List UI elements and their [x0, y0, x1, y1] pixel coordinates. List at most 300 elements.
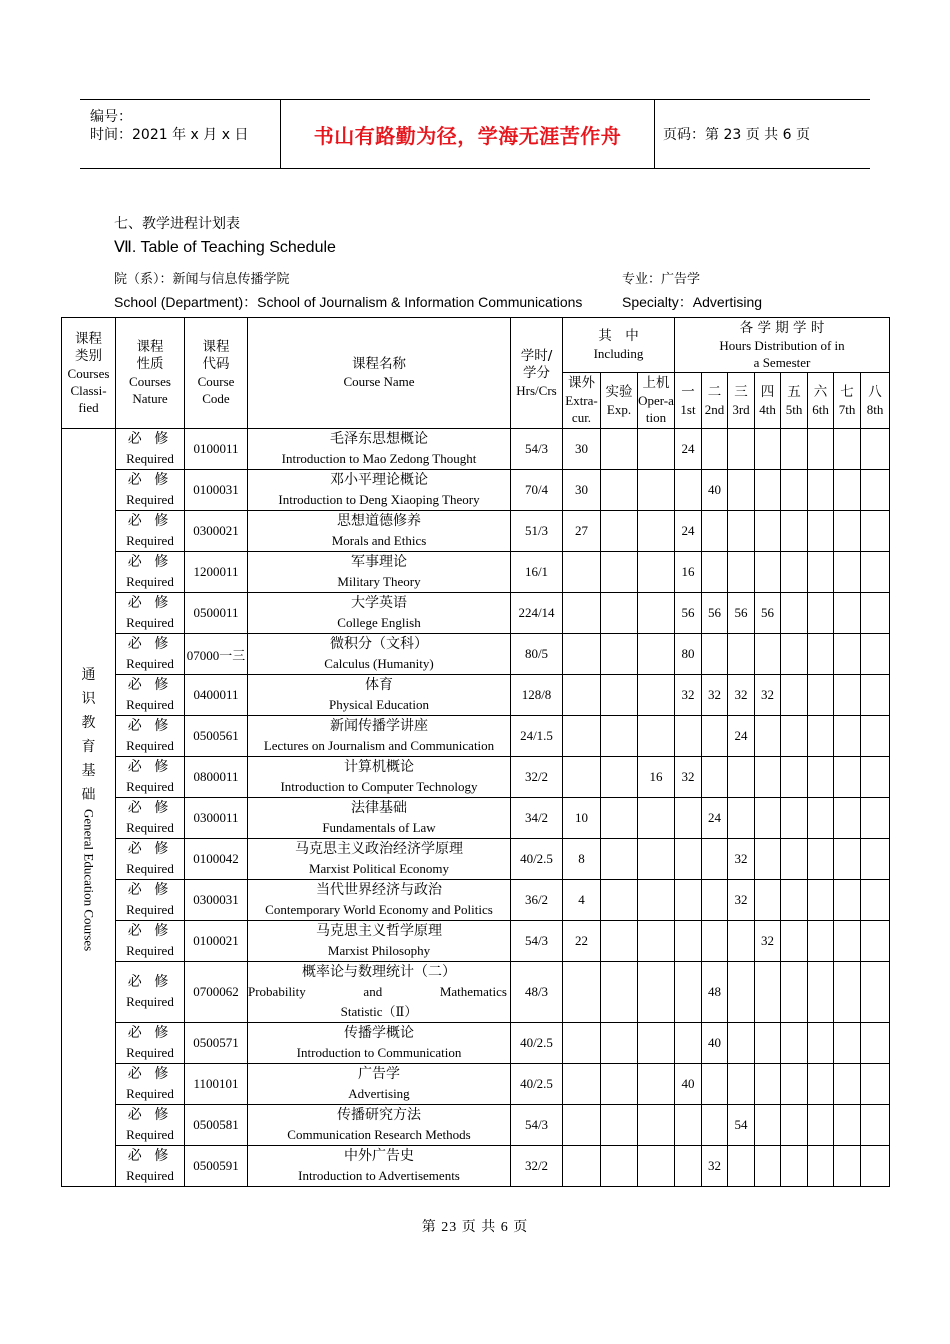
- code-cell: 0700062: [185, 962, 248, 1023]
- nature-en: Required: [126, 994, 174, 1009]
- semester-cell: [834, 1023, 861, 1064]
- name-zh: 传播学概论: [344, 1025, 414, 1041]
- hours-cell: 36/2: [511, 880, 563, 921]
- hours-cell: 48/3: [511, 962, 563, 1023]
- table-row: [62, 1105, 890, 1146]
- header-including-en: Including: [593, 346, 644, 361]
- semester-cell: [702, 716, 728, 757]
- table-row: [62, 675, 890, 716]
- semester-cell: 48: [702, 962, 728, 1023]
- semester-cell: [781, 962, 808, 1023]
- name-en: Calculus (Humanity): [324, 656, 434, 671]
- nature-cell: [116, 716, 185, 757]
- extra-cell: 30: [563, 470, 601, 511]
- oper-cell: 16: [638, 757, 675, 798]
- exp-cell: [601, 757, 638, 798]
- name-en: Morals and Ethics: [331, 533, 427, 548]
- semester-cell: 24: [675, 429, 702, 470]
- table-row: [62, 839, 890, 880]
- header-semester: [781, 373, 808, 429]
- semester-en: 5th: [785, 401, 803, 417]
- name-en: Introduction to Deng Xiaoping Theory: [278, 492, 480, 507]
- header-nature-en: Courses Nature: [129, 374, 171, 406]
- extra-cell: 4: [563, 880, 601, 921]
- exp-cell: [601, 552, 638, 593]
- semester-cell: [702, 880, 728, 921]
- code-cell: 0100011: [185, 429, 248, 470]
- nature-zh: 必 修: [127, 974, 173, 990]
- semester-cell: [781, 1023, 808, 1064]
- semester-cell: [808, 552, 834, 593]
- semester-cell: 32: [675, 757, 702, 798]
- semester-cell: [834, 839, 861, 880]
- exp-cell: [601, 880, 638, 921]
- header-meta: [80, 100, 281, 168]
- code-cell: 0800011: [185, 757, 248, 798]
- extra-cell: 30: [563, 429, 601, 470]
- semester-cell: [808, 1146, 834, 1187]
- table-row: [62, 921, 890, 962]
- exp-cell: [601, 716, 638, 757]
- nature-zh: 必 修: [127, 800, 173, 816]
- header-semester: [834, 373, 861, 429]
- name-zh: 马克思主义哲学原理: [316, 923, 442, 939]
- nature-cell: [116, 552, 185, 593]
- nature-cell: [116, 921, 185, 962]
- name-en-cont: Statistic（Ⅱ）: [340, 1004, 418, 1019]
- semester-cell: [808, 880, 834, 921]
- semester-cell: [861, 1023, 890, 1064]
- semester-cell: [861, 593, 890, 634]
- header-distribution: [675, 318, 890, 373]
- semester-cell: [781, 798, 808, 839]
- extra-cell: [563, 716, 601, 757]
- header-motto: 书山有路勤为径，学海无涯苦作舟: [281, 100, 655, 168]
- semester-cell: [861, 716, 890, 757]
- nature-cell: [116, 675, 185, 716]
- name-en: Probability and Mathematics: [248, 984, 507, 999]
- category-cell: [62, 429, 116, 1187]
- header-extra-en: Extra-cur.: [565, 393, 598, 425]
- name-zh: 当代世界经济与政治: [316, 882, 442, 898]
- hours-cell: 51/3: [511, 511, 563, 552]
- semester-cell: [861, 470, 890, 511]
- header-category-zh: 课程类别: [75, 330, 102, 364]
- oper-cell: [638, 1064, 675, 1105]
- name-cell: [248, 470, 511, 511]
- semester-zh: 五: [787, 383, 801, 400]
- semester-cell: [861, 511, 890, 552]
- semester-cell: 24: [702, 798, 728, 839]
- semester-cell: [861, 962, 890, 1023]
- semester-cell: [755, 962, 781, 1023]
- header-exp-en: Exp.: [606, 401, 632, 417]
- nature-zh: 必 修: [127, 677, 173, 693]
- semester-cell: 32: [755, 675, 781, 716]
- semester-cell: [675, 962, 702, 1023]
- code-cell: 1200011: [185, 552, 248, 593]
- oper-cell: [638, 798, 675, 839]
- header-name-zh: 课程名称: [352, 356, 406, 372]
- semester-cell: 56: [728, 593, 755, 634]
- nature-zh: 必 修: [127, 1107, 173, 1123]
- semester-cell: [755, 716, 781, 757]
- section-title-en: Ⅶ. Table of Teaching Schedule: [114, 239, 336, 256]
- semester-cell: 24: [728, 716, 755, 757]
- header-category-en: Courses Classi-fied: [67, 365, 110, 415]
- table-row: [62, 1023, 890, 1064]
- semester-cell: 56: [675, 593, 702, 634]
- semester-cell: [755, 1023, 781, 1064]
- semester-cell: [781, 634, 808, 675]
- name-zh: 微积分（文科）: [330, 636, 428, 652]
- code-cell: 0500571: [185, 1023, 248, 1064]
- table-row: [62, 634, 890, 675]
- semester-cell: [861, 1105, 890, 1146]
- semester-en: 4th: [759, 401, 776, 417]
- nature-cell: [116, 429, 185, 470]
- name-zh: 中外广告史: [344, 1148, 414, 1164]
- semester-cell: 16: [675, 552, 702, 593]
- semester-zh: 七: [840, 383, 854, 400]
- exp-cell: [601, 798, 638, 839]
- semester-cell: [755, 1105, 781, 1146]
- name-en: Introduction to Mao Zedong Thought: [281, 451, 477, 466]
- name-cell: [248, 1023, 511, 1064]
- hours-cell: 16/1: [511, 552, 563, 593]
- hours-cell: 54/3: [511, 921, 563, 962]
- semester-zh: 四: [760, 383, 775, 400]
- document-header: [80, 99, 870, 169]
- header-including-zh: 其 中: [598, 328, 639, 344]
- nature-cell: [116, 757, 185, 798]
- nature-zh: 必 修: [127, 718, 173, 734]
- name-cell: [248, 921, 511, 962]
- semester-cell: [834, 1064, 861, 1105]
- name-en: Introduction to Communication: [296, 1045, 462, 1060]
- name-en: Advertising: [348, 1086, 410, 1101]
- department-zh: 院（系）：新闻与信息传播学院: [114, 272, 290, 287]
- nature-zh: 必 修: [127, 636, 173, 652]
- name-en: Marxist Political Economy: [308, 861, 450, 876]
- semester-cell: [755, 470, 781, 511]
- exp-cell: [601, 1023, 638, 1064]
- semester-cell: [861, 675, 890, 716]
- semester-cell: [861, 757, 890, 798]
- semester-cell: [781, 675, 808, 716]
- header-distribution-en: Hours Distribution of in a Semester: [719, 337, 845, 370]
- header-semester: [755, 373, 781, 429]
- code-cell: 0300031: [185, 880, 248, 921]
- name-en: Contemporary World Economy and Politics: [265, 902, 493, 917]
- semester-cell: [675, 1146, 702, 1187]
- semester-cell: [755, 880, 781, 921]
- oper-cell: [638, 880, 675, 921]
- semester-cell: [728, 470, 755, 511]
- nature-cell: [116, 1105, 185, 1146]
- header-code-zh: 课程代码: [202, 339, 230, 372]
- semester-zh: 三: [734, 383, 748, 400]
- nature-zh: 必 修: [127, 759, 173, 775]
- header-code: [185, 318, 248, 429]
- oper-cell: [638, 470, 675, 511]
- oper-cell: [638, 1146, 675, 1187]
- oper-cell: [638, 634, 675, 675]
- table-row: [62, 880, 890, 921]
- semester-cell: [755, 839, 781, 880]
- name-en: Fundamentals of Law: [322, 820, 436, 835]
- semester-cell: [728, 552, 755, 593]
- oper-cell: [638, 675, 675, 716]
- semester-cell: 40: [702, 1023, 728, 1064]
- name-zh: 邓小平理论概论: [330, 472, 428, 488]
- exp-cell: [601, 429, 638, 470]
- header-distribution-zh: 各 学 期 学 时: [739, 319, 825, 336]
- semester-cell: [728, 1023, 755, 1064]
- oper-cell: [638, 962, 675, 1023]
- extra-cell: [563, 1064, 601, 1105]
- nature-cell: [116, 1146, 185, 1187]
- nature-cell: [116, 962, 185, 1023]
- header-exp: [601, 373, 638, 429]
- page-footer: 第 23 页 共 6 页: [421, 1220, 529, 1235]
- extra-cell: 22: [563, 921, 601, 962]
- name-en: Introduction to Advertisements: [298, 1168, 460, 1183]
- nature-en: Required: [126, 861, 174, 876]
- section-title-zh: 七、教学进程计划表: [114, 216, 240, 232]
- exp-cell: [601, 634, 638, 675]
- semester-cell: 54: [728, 1105, 755, 1146]
- semester-cell: [728, 962, 755, 1023]
- semester-cell: 32: [755, 921, 781, 962]
- name-zh: 思想道德修养: [337, 513, 421, 529]
- name-cell: [248, 675, 511, 716]
- name-en: Military Theory: [337, 574, 421, 589]
- extra-cell: 27: [563, 511, 601, 552]
- nature-en: Required: [126, 533, 174, 548]
- semester-cell: 32: [702, 1146, 728, 1187]
- header-extra-zh: 课外: [568, 375, 595, 391]
- name-en: Introduction to Computer Technology: [280, 779, 478, 794]
- code-cell: 0500561: [185, 716, 248, 757]
- nature-zh: 必 修: [127, 554, 173, 570]
- semester-cell: [808, 634, 834, 675]
- semester-cell: [728, 921, 755, 962]
- nature-zh: 必 修: [127, 431, 173, 447]
- hours-cell: 70/4: [511, 470, 563, 511]
- nature-zh: 必 修: [127, 513, 173, 529]
- nature-en: Required: [126, 615, 174, 630]
- name-cell: [248, 1146, 511, 1187]
- semester-cell: [834, 716, 861, 757]
- name-en: Physical Education: [328, 697, 429, 712]
- semester-cell: [834, 552, 861, 593]
- name-zh: 大学英语: [351, 595, 407, 611]
- semester-cell: [834, 593, 861, 634]
- semester-cell: [781, 757, 808, 798]
- hours-cell: 24/1.5: [511, 716, 563, 757]
- nature-cell: [116, 470, 185, 511]
- semester-cell: [781, 593, 808, 634]
- extra-cell: [563, 593, 601, 634]
- nature-en: Required: [126, 1127, 174, 1142]
- header-code-en: Course Code: [197, 374, 235, 406]
- semester-cell: [781, 1146, 808, 1187]
- name-en: Marxist Philosophy: [327, 943, 431, 958]
- semester-en: 3rd: [732, 401, 750, 417]
- header-name: [248, 318, 511, 429]
- header-oper-zh: 上机: [642, 375, 670, 391]
- extra-cell: [563, 962, 601, 1023]
- name-zh: 毛泽东思想概论: [330, 431, 428, 447]
- nature-en: Required: [126, 451, 174, 466]
- semester-cell: [675, 1023, 702, 1064]
- header-oper-en: Oper-ation: [638, 393, 674, 425]
- semester-cell: 40: [702, 470, 728, 511]
- extra-cell: [563, 1146, 601, 1187]
- hours-cell: 54/3: [511, 1105, 563, 1146]
- semester-cell: [755, 552, 781, 593]
- header-page: 页码：第 23 页 共 6 页: [663, 127, 810, 143]
- semester-cell: [808, 1105, 834, 1146]
- semester-zh: 二: [707, 383, 722, 400]
- semester-cell: [781, 839, 808, 880]
- semester-zh: 一: [681, 383, 695, 400]
- schedule-table: [61, 317, 890, 1187]
- semester-cell: [834, 880, 861, 921]
- semester-cell: [702, 634, 728, 675]
- nature-zh: 必 修: [127, 923, 173, 939]
- semester-cell: [728, 1064, 755, 1105]
- nature-zh: 必 修: [127, 1066, 173, 1082]
- table-row: [62, 593, 890, 634]
- semester-cell: [834, 675, 861, 716]
- department-en: School (Department)：School of Journalism & Information Communications: [114, 294, 583, 310]
- exp-cell: [601, 511, 638, 552]
- nature-en: Required: [126, 779, 174, 794]
- oper-cell: [638, 593, 675, 634]
- name-cell: [248, 839, 511, 880]
- semester-cell: [675, 798, 702, 839]
- semester-cell: [861, 1146, 890, 1187]
- semester-cell: [808, 1064, 834, 1105]
- hours-cell: 54/3: [511, 429, 563, 470]
- exp-cell: [601, 839, 638, 880]
- semester-cell: [781, 511, 808, 552]
- header-nature: [116, 318, 185, 429]
- table-row: [62, 798, 890, 839]
- semester-cell: 40: [675, 1064, 702, 1105]
- semester-cell: [781, 552, 808, 593]
- table-row: [62, 552, 890, 593]
- header-semester: [675, 373, 702, 429]
- exp-cell: [601, 1064, 638, 1105]
- table-row: [62, 757, 890, 798]
- semester-cell: [781, 880, 808, 921]
- semester-cell: [861, 634, 890, 675]
- semester-cell: [755, 798, 781, 839]
- schedule-body: [62, 429, 890, 1187]
- hours-cell: 224/14: [511, 593, 563, 634]
- semester-cell: [781, 429, 808, 470]
- semester-cell: [834, 921, 861, 962]
- semester-cell: 32: [728, 675, 755, 716]
- nature-cell: [116, 511, 185, 552]
- semester-cell: [808, 798, 834, 839]
- header-category: [62, 318, 116, 429]
- exp-cell: [601, 962, 638, 1023]
- semester-cell: [808, 593, 834, 634]
- header-hours-en: Hrs/Crs: [516, 382, 557, 398]
- semester-cell: [861, 1064, 890, 1105]
- nature-zh: 必 修: [127, 882, 173, 898]
- code-cell: 0100021: [185, 921, 248, 962]
- semester-cell: [808, 839, 834, 880]
- name-zh: 法律基础: [351, 800, 407, 816]
- nature-en: Required: [126, 1045, 174, 1060]
- semester-cell: [755, 511, 781, 552]
- extra-cell: [563, 634, 601, 675]
- semester-cell: [808, 1023, 834, 1064]
- semester-cell: [834, 798, 861, 839]
- semester-cell: [781, 716, 808, 757]
- table-row: [62, 716, 890, 757]
- code-cell: 0100042: [185, 839, 248, 880]
- extra-cell: [563, 1023, 601, 1064]
- oper-cell: [638, 1023, 675, 1064]
- semester-cell: [861, 839, 890, 880]
- header-oper: [638, 373, 675, 429]
- code-cell: 0500011: [185, 593, 248, 634]
- specialty-zh: 专业：广告学: [622, 272, 701, 287]
- oper-cell: [638, 552, 675, 593]
- nature-en: Required: [126, 943, 174, 958]
- semester-cell: [702, 1105, 728, 1146]
- name-en: Lectures on Journalism and Communication: [263, 738, 495, 753]
- hours-cell: 34/2: [511, 798, 563, 839]
- semester-cell: [728, 429, 755, 470]
- semester-cell: [755, 634, 781, 675]
- name-cell: [248, 716, 511, 757]
- code-cell: 0300021: [185, 511, 248, 552]
- code-cell: 0100031: [185, 470, 248, 511]
- name-cell: [248, 429, 511, 470]
- code-cell: 0500581: [185, 1105, 248, 1146]
- hours-cell: 32/2: [511, 1146, 563, 1187]
- oper-cell: [638, 839, 675, 880]
- name-cell: [248, 634, 511, 675]
- name-zh: 马克思主义政治经济学原理: [295, 841, 463, 857]
- oper-cell: [638, 921, 675, 962]
- header-name-en: Course Name: [343, 374, 415, 389]
- nature-en: Required: [126, 697, 174, 712]
- semester-en: 8th: [866, 401, 884, 417]
- oper-cell: [638, 511, 675, 552]
- code-cell: 0400011: [185, 675, 248, 716]
- name-en: College English: [337, 615, 421, 630]
- nature-zh: 必 修: [127, 472, 173, 488]
- nature-en: Required: [126, 1086, 174, 1101]
- name-zh: 传播研究方法: [337, 1107, 421, 1123]
- semester-cell: [702, 921, 728, 962]
- nature-en: Required: [126, 738, 174, 753]
- category-zh: 通识教育基础: [81, 667, 96, 804]
- category-en: General Education Courses: [81, 809, 97, 952]
- header-number: 编号：: [90, 109, 132, 125]
- name-zh: 新闻传播学讲座: [330, 718, 428, 734]
- extra-cell: [563, 552, 601, 593]
- oper-cell: [638, 429, 675, 470]
